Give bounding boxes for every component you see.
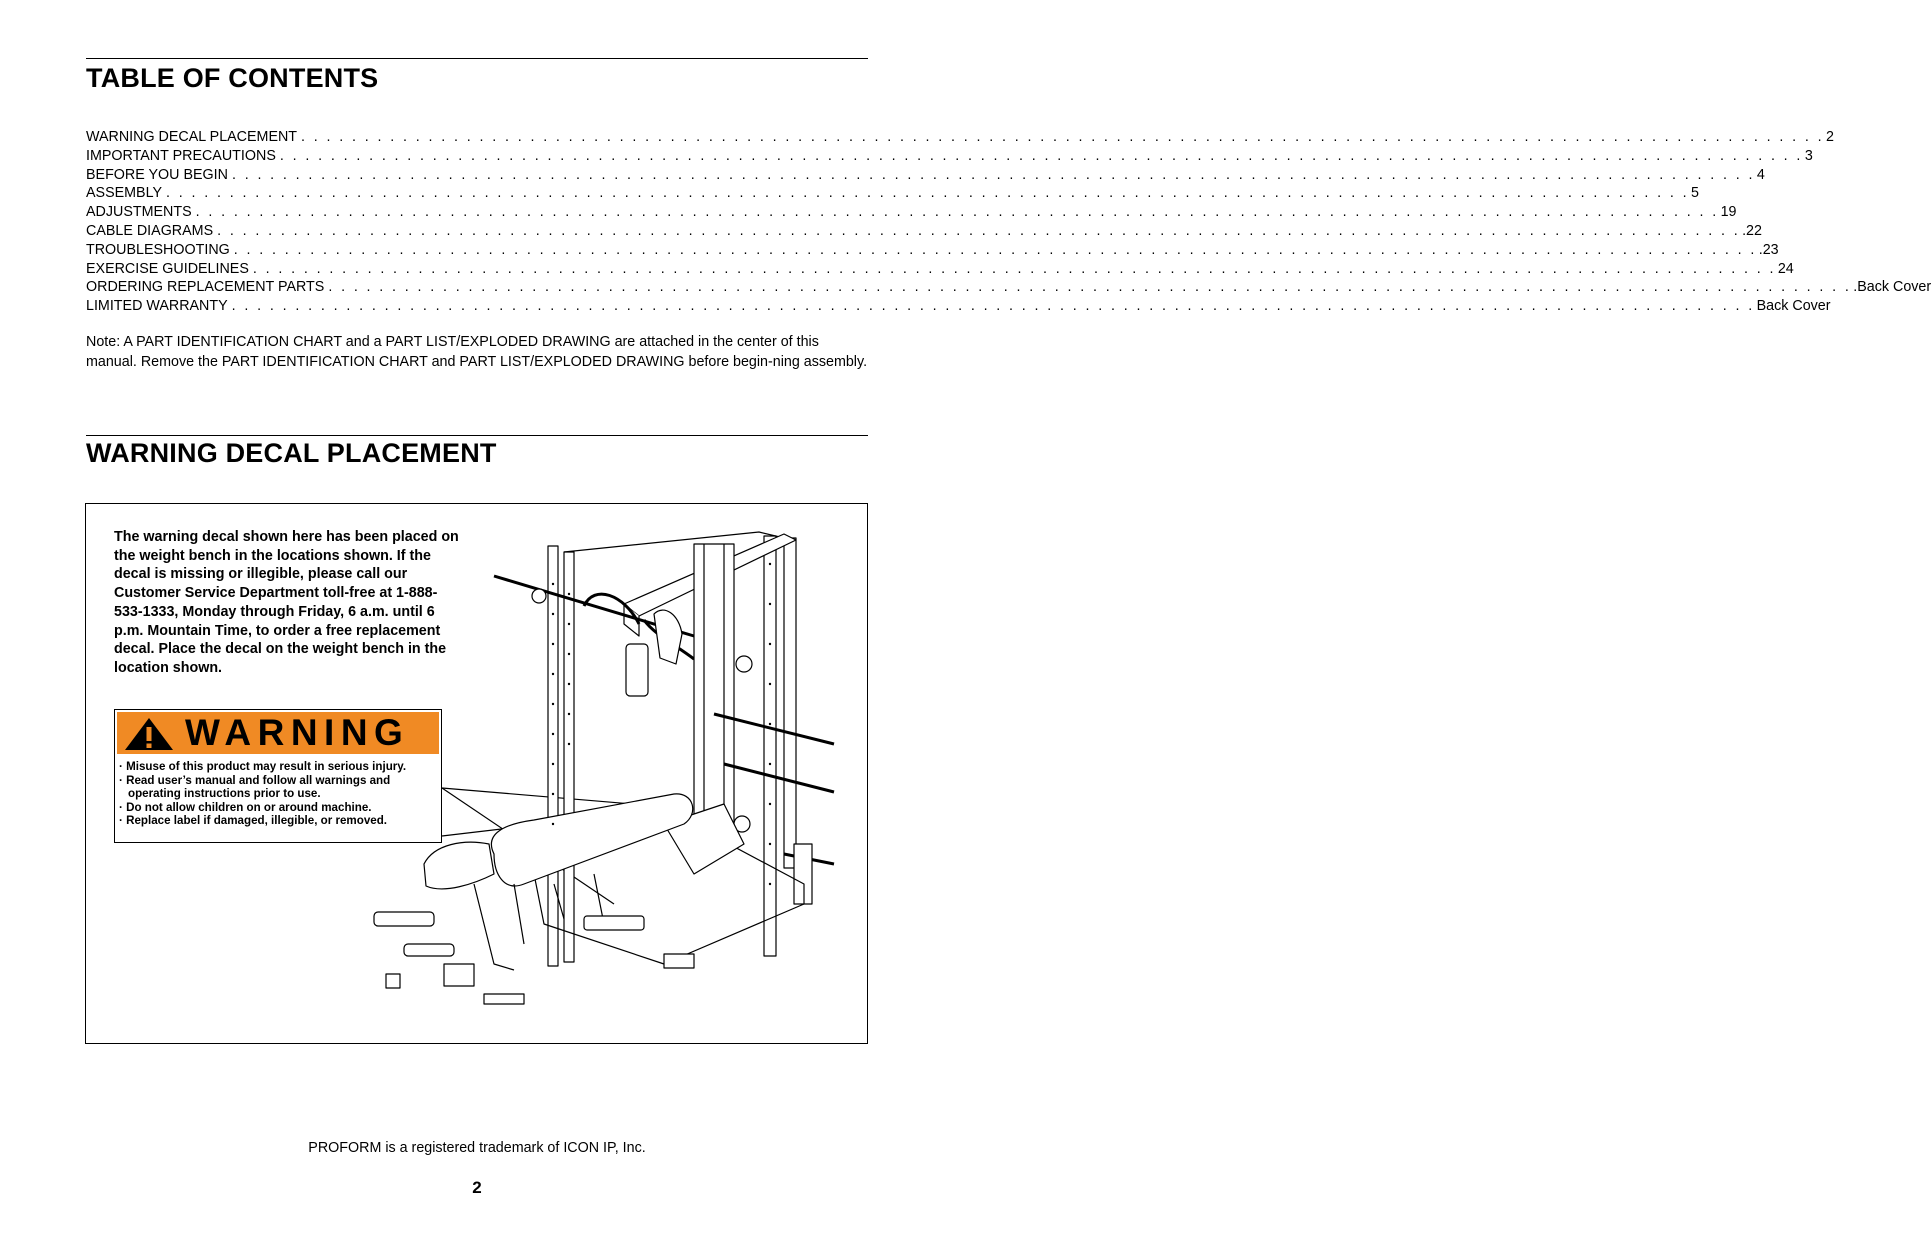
warning-decal-item: · Replace label if damaged, illegible, or removed. xyxy=(119,814,388,828)
warning-decal-panel xyxy=(85,503,868,1044)
warning-triangle-icon xyxy=(123,716,175,752)
toc-dot-leader: . . . . . . . . . . . . . . . . . . . . . . . . . . . . . . . . . . . . . . . . . . . . . . . . . . . . . . . . . . . . . . . . . . . . . . . . . . . . . . . . . . . . . . . . . . . . . . . . . . . . . . . . . . . . . . . . . . . . . . . . xyxy=(252,260,1776,277)
toc-entry-title: ASSEMBLY xyxy=(86,185,163,202)
toc-entry-page: 3 xyxy=(1804,147,1813,164)
warning-decal-item: · Read user’s manual and follow all warnings and operating instructions prior to use. xyxy=(119,773,391,801)
toc-entry-page: 24 xyxy=(1777,260,1794,277)
toc-entry-page: .Back Cover xyxy=(1853,279,1931,296)
toc-dot-leader: . . . . . . . . . . . . . . . . . . . . . . . . . . . . . . . . . . . . . . . . . . . . . . . . . . . . . . . . . . . . . . . . . . . . . . . . . . . . . . . . . . . . . . . . . . . . . . . . . . . . . . . . . . . . . . . . . . . . . . . . xyxy=(217,222,1741,239)
toc-entry-title: ADJUSTMENTS xyxy=(86,204,192,221)
toc-entry-page: Back Cover xyxy=(1756,298,1831,315)
warning-decal-item: · Misuse of this product may result in serious injury. xyxy=(119,760,407,773)
weight-bench-illustration xyxy=(364,524,834,1004)
toc-entry xyxy=(86,166,1765,185)
toc-dot-leader: . . . . . . . . . . . . . . . . . . . . . . . . . . . . . . . . . . . . . . . . . . . . . . . . . . . . . . . . . . . . . . . . . . . . . . . . . . . . . . . . . . . . . . . . . . . . . . . . . . . . . . . . . . . . . . . . . . . . . . . . xyxy=(328,279,1852,296)
toc-entry xyxy=(86,184,1699,203)
warning-section-heading: WARNING DECAL PLACEMENT xyxy=(86,438,497,468)
toc-entry-page: 19 xyxy=(1720,204,1737,221)
toc-entry xyxy=(86,297,1831,316)
toc-entry-title: BEFORE YOU BEGIN xyxy=(86,166,228,183)
toc-entry xyxy=(86,203,1737,222)
toc-entry-title: TROUBLESHOOTING xyxy=(86,241,230,258)
toc-entry xyxy=(86,278,1931,297)
toc-entry-page: .23 xyxy=(1758,241,1779,258)
decal-description: The warning decal shown here has been placed on the weight bench in the locations shown. If the decal is missing or illegible, please call our Customer Service Department toll-free at 1-888-533-1333, Monday through Friday, 6 a.m. until 6 p.m. Mountain Time, to order a free replacement decal. Place the decal on the weight bench in the location shown. xyxy=(114,529,459,676)
toc-dot-leader: . . . . . . . . . . . . . . . . . . . . . . . . . . . . . . . . . . . . . . . . . . . . . . . . . . . . . . . . . . . . . . . . . . . . . . . . . . . . . . . . . . . . . . . . . . . . . . . . . . . . . . . . . . . . . . . . . . . . . . . . xyxy=(279,147,1803,164)
trademark-notice: PROFORM is a registered trademark of ICON IP, Inc. xyxy=(308,1140,646,1156)
toc-heading: TABLE OF CONTENTS xyxy=(86,63,379,93)
section-rule xyxy=(86,435,868,436)
page-number: 2 xyxy=(472,1178,482,1197)
toc-entry xyxy=(86,128,1834,147)
toc-entry-title: WARNING DECAL PLACEMENT xyxy=(86,129,298,145)
warning-decal-item: · Do not allow children on or around machine. xyxy=(119,800,372,814)
warning-decal-title: WARNING xyxy=(185,712,410,753)
toc-dot-leader: . . . . . . . . . . . . . . . . . . . . . . . . . . . . . . . . . . . . . . . . . . . . . . . . . . . . . . . . . . . . . . . . . . . . . . . . . . . . . . . . . . . . . . . . . . . . . . . . . . . . . . . . . . . . . . . . . . . . . . . . xyxy=(195,204,1719,221)
toc-entry xyxy=(86,241,1779,260)
toc-dot-leader: . . . . . . . . . . . . . . . . . . . . . . . . . . . . . . . . . . . . . . . . . . . . . . . . . . . . . . . . . . . . . . . . . . . . . . . . . . . . . . . . . . . . . . . . . . . . . . . . . . . . . . . . . . . . . . . . . . . . . . . . xyxy=(233,241,1757,258)
toc-entry xyxy=(86,222,1762,241)
toc-dot-leader: . . . . . . . . . . . . . . . . . . . . . . . . . . . . . . . . . . . . . . . . . . . . . . . . . . . . . . . . . . . . . . . . . . . . . . . . . . . . . . . . . . . . . . . . . . . . . . . . . . . . . . . . . . . . . . . . . . . . . . . . xyxy=(231,166,1755,183)
toc-entry xyxy=(86,147,1813,166)
toc-entry xyxy=(86,260,1794,279)
top-rule xyxy=(86,58,868,59)
toc-entry-title: EXERCISE GUIDELINES xyxy=(86,260,249,277)
toc-entry-title: CABLE DIAGRAMS xyxy=(86,222,214,239)
toc-note: Note: A PART IDENTIFICATION CHART and a PART LIST/EXPLODED DRAWING are attached in the center of this manual. Remove the PART IDENTIFICATION CHART and PART LIST/EXPLODED DRAWING before begin-ning assembly. xyxy=(86,334,868,370)
toc-entry-page: .22 xyxy=(1742,222,1762,239)
toc-entry-page: 5 xyxy=(1690,185,1699,202)
table-of-contents xyxy=(86,128,1931,316)
toc-entry-page: 2 xyxy=(1826,129,1834,145)
toc-dot-leader: . . . . . . . . . . . . . . . . . . . . . . . . . . . . . . . . . . . . . . . . . . . . . . . . . . . . . . . . . . . . . . . . . . . . . . . . . . . . . . . . . . . . . . . . . . . . . . . . . . . . . . . . . . . . . . . . . . . . . . . . xyxy=(231,298,1755,315)
toc-entry-title: LIMITED WARRANTY xyxy=(86,298,228,315)
toc-entry-title: ORDERING REPLACEMENT PARTS xyxy=(86,279,325,296)
toc-dot-leader: . . . . . . . . . . . . . . . . . . . . . . . . . . . . . . . . . . . . . . . . . . . . . . . . . . . . . . . . . . . . . . . . . . . . . . . . . . . . . . . . . . . . . . . . . . . . . . . . . . . . . . . . . . . . . . . . . . . . . . . . xyxy=(166,185,1689,202)
toc-entry-title: IMPORTANT PRECAUTIONS xyxy=(86,147,276,164)
toc-dot-leader: . . . . . . . . . . . . . . . . . . . . . . . . . . . . . . . . . . . . . . . . . . . . . . . . . . . . . . . . . . . . . . . . . . . . . . . . . . . . . . . . . . . . . . . . . . . . . . . . . . . . . . . . . . . . . . . . . . . . . . . . xyxy=(301,129,1824,145)
toc-entry-page: 4 xyxy=(1756,166,1765,183)
